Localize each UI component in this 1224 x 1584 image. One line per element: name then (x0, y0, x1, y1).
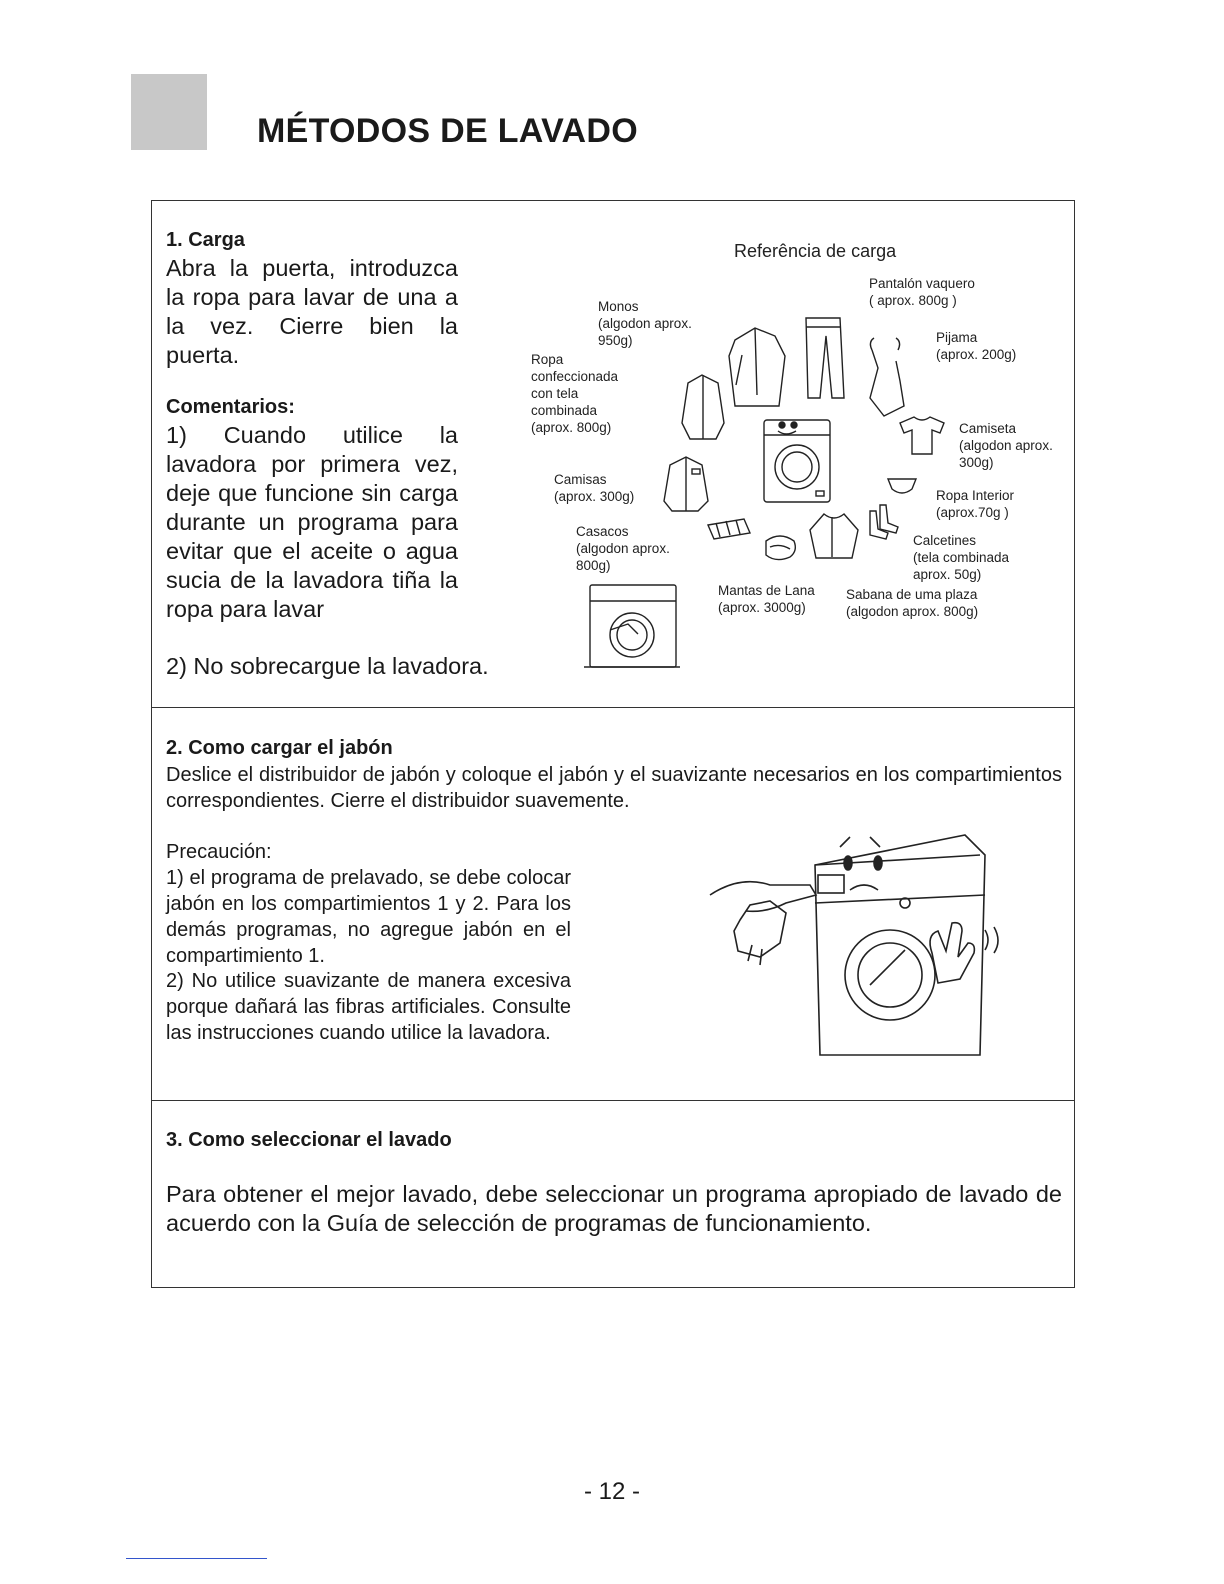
section-divider-2 (151, 1100, 1075, 1101)
comment-2: 2) No sobrecargue la lavadora. (166, 653, 489, 679)
sweater-icon (810, 514, 858, 558)
underwear-icon (888, 479, 916, 493)
sheet-icon (766, 536, 795, 560)
label-calcetines: Calcetines (tela combinada aprox. 50g) (913, 533, 1010, 582)
washer-soap-illustration (700, 825, 1020, 1070)
caution-2: 2) No utilice suavizante de manera excesiva porque dañará las fibras artificiales. Consulte las instrucciones cuando utilice la lavadora. (166, 970, 571, 1044)
section-3-title: 3. Como seleccionar el lavado (166, 1129, 452, 1151)
washer-loading-icon (584, 585, 680, 667)
label-pijama: Pijama (aprox. 200g) (936, 330, 1017, 362)
section-divider-1 (151, 707, 1075, 708)
footer-rule (126, 1558, 267, 1559)
section-1-title: 1. Carga (166, 229, 245, 251)
label-mantas: Mantas de Lana (aprox. 3000g) (718, 583, 815, 615)
pajama-icon (870, 338, 904, 416)
load-reference-title: Referência de carga (734, 241, 897, 261)
tshirt-icon (900, 417, 944, 454)
section-2-title: 2. Como cargar el jabón (166, 737, 393, 759)
blanket-icon (708, 519, 750, 539)
label-monos: Monos (algodon aprox. 950g) (598, 299, 692, 348)
page-number: - 12 - (583, 1478, 640, 1505)
page-title: MÉTODOS DE LAVADO (257, 112, 639, 150)
section-2-body: Deslice el distribuidor de jabón y coloque el jabón y el suavizante necesarios en los compartimientos correspondientes. Cierre el distribuidor suavemente. (166, 764, 1062, 812)
label-pantalon: Pantalón vaquero ( aprox. 800g ) (869, 276, 975, 308)
overall-icon (729, 328, 785, 406)
header-marker (131, 74, 207, 150)
caution-1: 1) el programa de prelavado, se debe colocar jabón en los compartimientos 1 y 2. Para los demás programas, no agregue jabón en el compartimiento 1. (166, 867, 571, 967)
shirts-icon (664, 457, 708, 511)
combined-shirt-icon (682, 375, 724, 439)
label-sabana: Sabana de uma plaza (algodon aprox. 800g) (846, 587, 979, 619)
caution-title: Precaución: (166, 841, 272, 863)
hand-pouring-icon (710, 882, 816, 965)
section-1-body: Abra la puerta, introduzca la ropa para lavar de una a la vez. Cierre bien la puerta. (166, 255, 458, 368)
jeans-icon (806, 318, 844, 398)
label-casacos: Casacos (algodon aprox. 800g) (576, 524, 670, 573)
waving-hand-icon (930, 923, 998, 983)
socks-icon (870, 505, 898, 539)
soap-drawer-icon (818, 875, 844, 893)
comment-1: 1) Cuando utilice la lavadora por primera vez, deje que funcione sin carga durante un programa para evitar que el aceite o agua sucia de la lavadora tiña la ropa para lavar (166, 422, 458, 622)
washer-center-icon (764, 420, 830, 502)
label-camisas: Camisas (aprox. 300g) (554, 472, 635, 504)
section-3-body: Para obtener el mejor lavado, debe seleccionar un programa apropiado de lavado de acuerdo con la Guía de selección de programas de funcionamiento. (166, 1181, 1062, 1236)
comments-title: Comentarios: (166, 396, 295, 418)
label-ropa-interior: Ropa Interior (aprox.70g ) (936, 488, 1015, 520)
label-camiseta: Camiseta (algodon aprox. 300g) (959, 421, 1053, 470)
label-ropa-confeccionada: Ropa confeccionada con tela combinada (aprox. 800g) (531, 352, 619, 435)
load-reference-illustration (520, 255, 1070, 685)
